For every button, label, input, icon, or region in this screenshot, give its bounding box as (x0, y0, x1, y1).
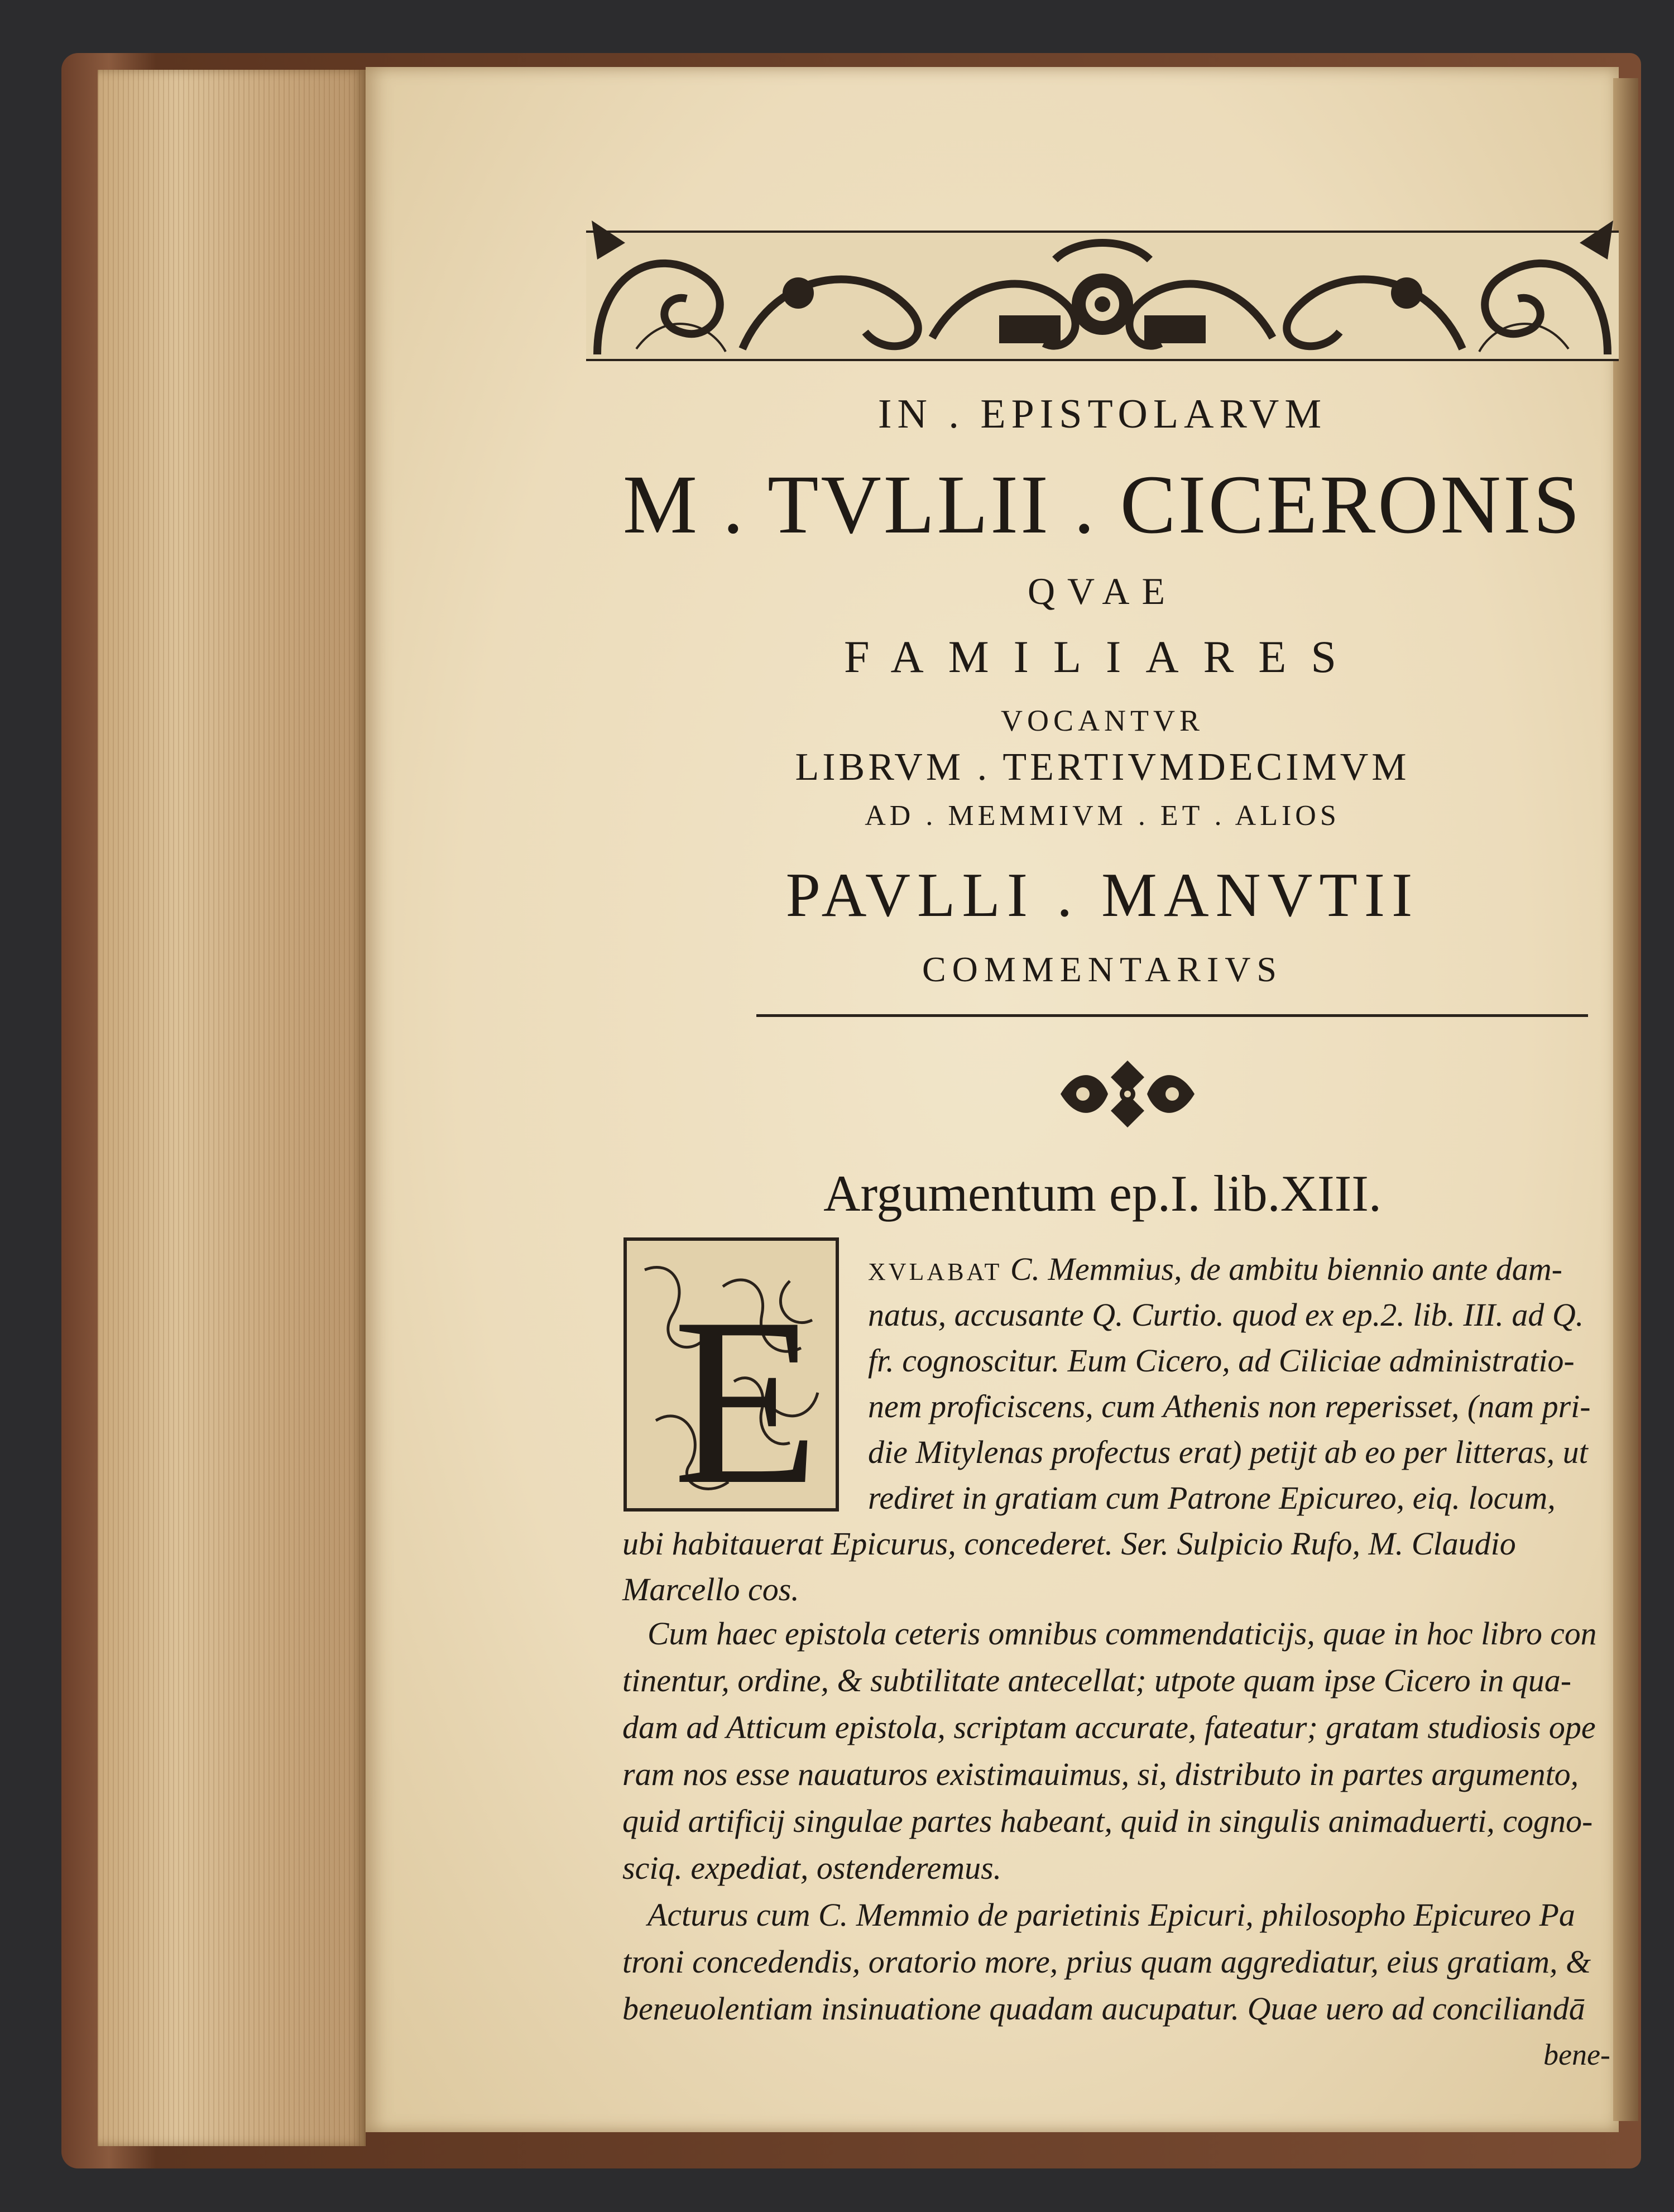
argument-line-2: natus, accusante Q. Curtio. quod ex ep.2. lib. III. ad Q. (868, 1297, 1584, 1333)
title-line-6: LIBRVM . TERTIVMDECIMVM (795, 746, 1410, 789)
commentary-line-6: sciq. expediat, ostenderemus. (622, 1850, 1002, 1886)
initial-letter-glyph: E (673, 1269, 819, 1513)
argument-line-1-text: C. Memmius, de ambitu biennio ante dam- (1010, 1251, 1562, 1287)
title-line-9: COMMENTARIVS (922, 949, 1283, 989)
opening-smallcaps: XVLABAT (868, 1258, 1003, 1285)
title-line-4: FAMILIARES (844, 631, 1361, 682)
title-line-2: M . TVLLII . CICERONIS (622, 458, 1582, 551)
argument-line-8: Marcello cos. (622, 1571, 799, 1608)
argument-line-5: die Mitylenas profectus erat) petijt ab eo per litteras, ut (868, 1434, 1588, 1470)
commentary-line-7: Acturus cum C. Memmio de parietinis Epicuri, philosopho Epicureo Pa (647, 1897, 1575, 1933)
argument-line-1 (868, 1250, 1562, 1288)
horizontal-rule (756, 1014, 1588, 1017)
commentary-line-1: Cum haec epistola ceteris omnibus commendaticijs, quae in hoc libro con (647, 1615, 1597, 1652)
argument-line-7: ubi habitauerat Epicurus, concederet. Ser. Sulpicio Rufo, M. Claudio (622, 1525, 1516, 1562)
commentary-line-8: troni concedendis, oratorio more, prius quam aggrediatur, eius gratiam, & (622, 1944, 1591, 1980)
section-heading: Argumentum ep.I. lib.XIII. (823, 1165, 1382, 1222)
commentary-line-4: ram nos esse nauaturos existimauimus, si, distributo in partes argumento, (622, 1756, 1579, 1792)
headpiece-ornament (575, 209, 1630, 377)
title-line-5: VOCANTVR (1000, 704, 1204, 737)
fleuron-ornament (1055, 1055, 1200, 1133)
decorated-initial-e (622, 1236, 840, 1513)
argument-line-6: rediret in gratiam cum Patrone Epicureo, eiq. locum, (868, 1480, 1556, 1516)
commentary-line-3: dam ad Atticum epistola, scriptam accurate, fateatur; gratam studiosis ope (622, 1709, 1596, 1745)
title-line-8: PAVLLI . MANVTII (785, 861, 1419, 930)
argument-line-4: nem proficiscens, cum Athenis non reperisset, (nam pri- (868, 1388, 1591, 1424)
commentary-line-5: quid artificij singulae partes habeant, quid in singulis animaduerti, cogno- (622, 1803, 1593, 1839)
catchword: bene- (1543, 2038, 1610, 2071)
title-line-7: AD . MEMMIVM . ET . ALIOS (865, 800, 1340, 832)
argument-line-3: fr. cognoscitur. Eum Cicero, ad Ciliciae administratio- (868, 1342, 1575, 1379)
page-edges (98, 70, 366, 2146)
commentary-line-2: tinentur, ordine, & subtilitate antecellat; utpote quam ipse Cicero in qua- (622, 1662, 1572, 1698)
page-gutter (1613, 78, 1638, 2121)
commentary-line-9: beneuolentiam insinuatione quadam aucupatur. Quae uero ad conciliandā (622, 1990, 1585, 2027)
title-line-3: QVAE (1027, 570, 1178, 612)
title-line-1: IN . EPISTOLARVM (877, 391, 1327, 437)
